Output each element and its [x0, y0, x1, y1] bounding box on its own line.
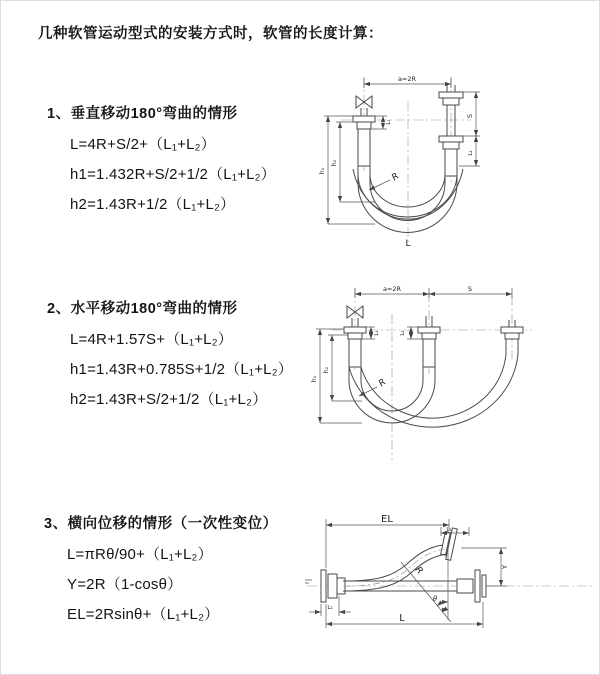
dim-label-fit1: L₁: [374, 330, 380, 336]
formula-el: EL=2Rsinθ+（L₁+L₂）: [67, 606, 220, 623]
dim-label-travel: S: [467, 285, 473, 293]
dim-label-fit2: L₂: [400, 330, 406, 336]
section-lateral-displacement: [44, 512, 278, 630]
right-pipe-fittings: [439, 85, 463, 176]
dim-label-fit2: L₂: [468, 150, 474, 156]
formula-offset: Y=2R（1-cosθ）: [67, 576, 183, 593]
diagram-horizontal-180-bend: [307, 284, 599, 472]
formula-length: L=4R+S/2+（L₁+L₂）: [70, 136, 216, 153]
formula-length: L=πRθ/90+（L₁+L₂）: [67, 546, 213, 563]
dim-label-el: EL: [381, 514, 393, 525]
section-horizontal-180: [47, 297, 293, 415]
section-2-heading: 2、水平移动180°弯曲的情形: [47, 301, 238, 317]
section-1-formulas: [70, 130, 276, 220]
radius-label: R: [390, 171, 402, 184]
dim-label-h2: h₂: [323, 366, 330, 374]
dim-label-span: a=2R: [382, 285, 402, 293]
dim-label-travel: S: [466, 113, 474, 119]
dim-label-h1: h₁: [311, 375, 318, 383]
page-title: 几种软管运动型式的安装方式时，软管的长度计算：: [38, 26, 383, 42]
dimension-lines: [311, 285, 512, 423]
length-label: L: [405, 239, 411, 249]
hose-s-curve: [343, 545, 447, 591]
dim-label-length: L: [399, 613, 405, 624]
formula-h1: h1=1.43R+0.785S+1/2（L₁+L₂）: [70, 361, 293, 378]
left-pipe-fitting: [353, 108, 375, 166]
moving-pipe-position-2: [501, 320, 523, 354]
centerlines: [332, 288, 532, 460]
formula-h1: h1=1.432R+S/2+1/2（L₁+L₂）: [70, 166, 276, 183]
section-1-heading: 1、垂直移动180°弯曲的情形: [47, 106, 238, 122]
dim-label-fit1: L₁: [446, 527, 452, 533]
section-vertical-180: [47, 102, 276, 220]
dim-label-offset: Y: [501, 564, 509, 570]
formula-h2: h2=1.43R+S/2+1/2（L₁+L₂）: [70, 391, 268, 408]
angle-label: θ: [432, 595, 438, 603]
dim-label-h2: h₂: [331, 159, 338, 167]
diagram-vertical-180-bend: [313, 71, 585, 259]
section-3-heading: 3、横向位移的情形（一次性变位）: [44, 516, 278, 532]
left-flange: [321, 570, 345, 602]
right-flange-original: [457, 570, 486, 602]
dim-label-span: a=2R: [397, 75, 417, 83]
radius-label: R: [412, 565, 425, 577]
dim-label-h1: h₁: [319, 167, 326, 175]
dim-label-fit2: L₂: [327, 605, 333, 611]
dim-label-fit1: L₁: [386, 119, 392, 125]
radius-label: R: [377, 377, 389, 390]
formula-h2: h2=1.43R+1/2（L₁+L₂）: [70, 196, 236, 213]
section-2-formulas: [70, 325, 293, 415]
diagram-lateral-displacement: [299, 506, 600, 658]
formula-length: L=4R+1.57S+（L₁+L₂）: [70, 331, 233, 348]
section-3-formulas: [67, 540, 278, 630]
